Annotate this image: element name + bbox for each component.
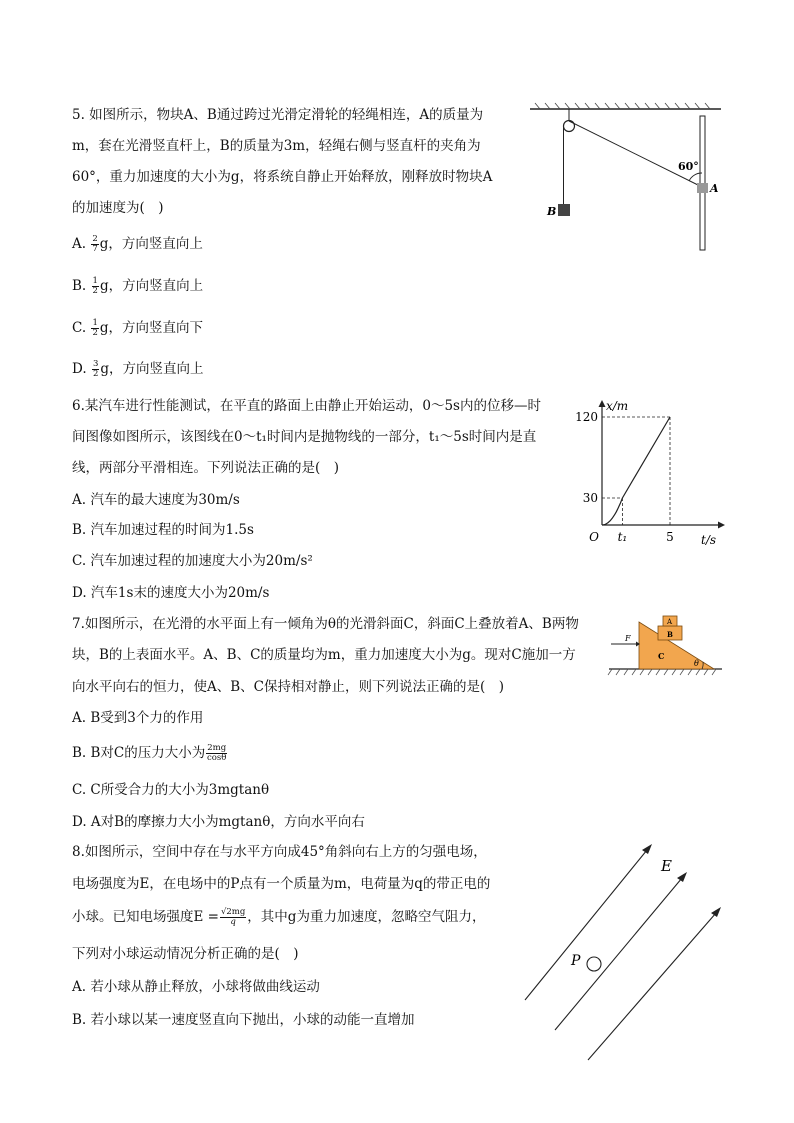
svg-text:60°: 60° xyxy=(678,160,699,173)
y-tick-label: 30 xyxy=(582,491,598,505)
x-tick-label: t₁ xyxy=(617,530,628,544)
q6-line-2: 间图像如图所示，该图线在0～t₁时间内是抛物线的一部分，t₁～5s时间内是直 xyxy=(72,429,537,445)
q5-line-4: 的加速度为( ) xyxy=(72,200,164,216)
q5-line-1: 5. 如图所示，物块A、B通过跨过光滑定滑轮的轻绳相连，A的质量为 xyxy=(72,107,484,123)
x-axis-label: t/s xyxy=(701,533,717,547)
svg-text:B: B xyxy=(667,630,673,639)
svg-text:F: F xyxy=(625,634,631,643)
q8-field-figure xyxy=(515,838,730,1066)
linear-segment xyxy=(622,417,670,498)
q5-line-2: m，套在光滑竖直杆上，B的质量为3m，轻绳右侧与竖直杆的夹角为 xyxy=(72,138,481,154)
q6-line-1: 6.某汽车进行性能测试，在平直的路面上由静止开始运动，0～5s内的位移—时 xyxy=(72,398,541,414)
q7-option-d: D. A对B的摩擦力大小为mgtanθ，方向水平向右 xyxy=(72,814,365,830)
q5-line-3: 60°，重力加速度的大小为g，将系统自静止开始释放，刚释放时物块A xyxy=(72,169,493,185)
q6-option-a: A. 汽车的最大速度为30m/s xyxy=(72,492,240,508)
svg-text:B: B xyxy=(547,205,557,218)
svg-text:C: C xyxy=(658,651,665,661)
q7-line-2: 块，B的上表面水平。A、B、C的质量均为m，重力加速度大小为g。现对C施加一方 xyxy=(72,647,576,663)
svg-text:E: E xyxy=(661,857,672,875)
q8-line-1: 8.如图所示，空间中存在与水平方向成45°角斜向右上方的匀强电场， xyxy=(72,844,487,860)
origin-label: O xyxy=(589,530,599,544)
q7-line-1: 7.如图所示，在光滑的水平面上有一倾角为θ的光滑斜面C，斜面C上叠放着A、B两物 xyxy=(72,616,579,632)
pulley-icon xyxy=(564,121,575,132)
y-axis-arrow-icon xyxy=(599,400,606,407)
y-axis-label: x/m xyxy=(606,399,629,413)
q7-incline-figure xyxy=(606,612,726,677)
q6-option-c: C. 汽车加速过程的加速度大小为20m/s² xyxy=(72,553,313,569)
field-line-1 xyxy=(525,850,647,1000)
q5-option-b: B. $\frac{1}{2}$ g，方向竖直向上 xyxy=(72,276,204,296)
q5-pulley-figure xyxy=(525,100,725,255)
x-axis-arrow-icon xyxy=(718,522,725,529)
x-tick-label: 5 xyxy=(666,530,674,544)
y-tick-label: 120 xyxy=(575,410,598,424)
svg-text:A: A xyxy=(710,182,719,195)
q8-option-b: B. 若小球以某一速度竖直向下抛出，小球的动能一直增加 xyxy=(72,1012,415,1028)
charged-ball xyxy=(587,957,601,971)
field-arrow-icon xyxy=(711,907,721,917)
svg-text:A: A xyxy=(667,618,673,626)
q8-line-4: 下列对小球运动情况分析正确的是( ) xyxy=(72,946,299,962)
q8-line-3: 小球。已知电场强度E = $\frac{√2mg}{q}$ ，其中g为重力加速度，忽略空气阻力， xyxy=(72,907,486,927)
q7-option-a: A. B受到3个力的作用 xyxy=(72,710,204,726)
q7-option-b: B. B对C的压力大小为 $\frac{2mg}{\cos\theta}$ xyxy=(72,743,227,763)
parabola-segment xyxy=(602,498,622,525)
svg-text:θ: θ xyxy=(694,659,699,668)
q6-line-3: 线，两部分平滑相连。下列说法正确的是( ) xyxy=(72,460,340,476)
q7-option-c: C. C所受合力的大小为3mgtanθ xyxy=(72,782,270,798)
q6-option-d: D. 汽车1s末的速度大小为20m/s xyxy=(72,585,270,601)
q5-option-a: A. $\frac{2}{7}$ g，方向竖直向上 xyxy=(72,234,203,254)
q8-option-a: A. 若小球从静止释放，小球将做曲线运动 xyxy=(72,979,320,995)
xt-graph xyxy=(570,392,730,552)
q5-option-c: C. $\frac{1}{2}$ g，方向竖直向下 xyxy=(72,318,204,338)
field-arrow-icon xyxy=(642,844,652,854)
field-line-3 xyxy=(588,913,716,1060)
q7-line-3: 向水平向右的恒力，使A、B、C保持相对静止，则下列说法正确的是( ) xyxy=(72,679,505,695)
q8-line-2: 电场强度为E，在电场中的P点有一个质量为m，电荷量为q的带正电的 xyxy=(72,876,491,892)
block-a xyxy=(697,183,708,193)
q5-option-d: D. $\frac{3}{2}$ g，方向竖直向上 xyxy=(72,359,204,379)
field-arrow-icon xyxy=(677,872,687,882)
svg-text:P: P xyxy=(571,953,581,969)
q6-option-b: B. 汽车加速过程的时间为1.5s xyxy=(72,522,254,538)
block-b xyxy=(558,204,570,216)
